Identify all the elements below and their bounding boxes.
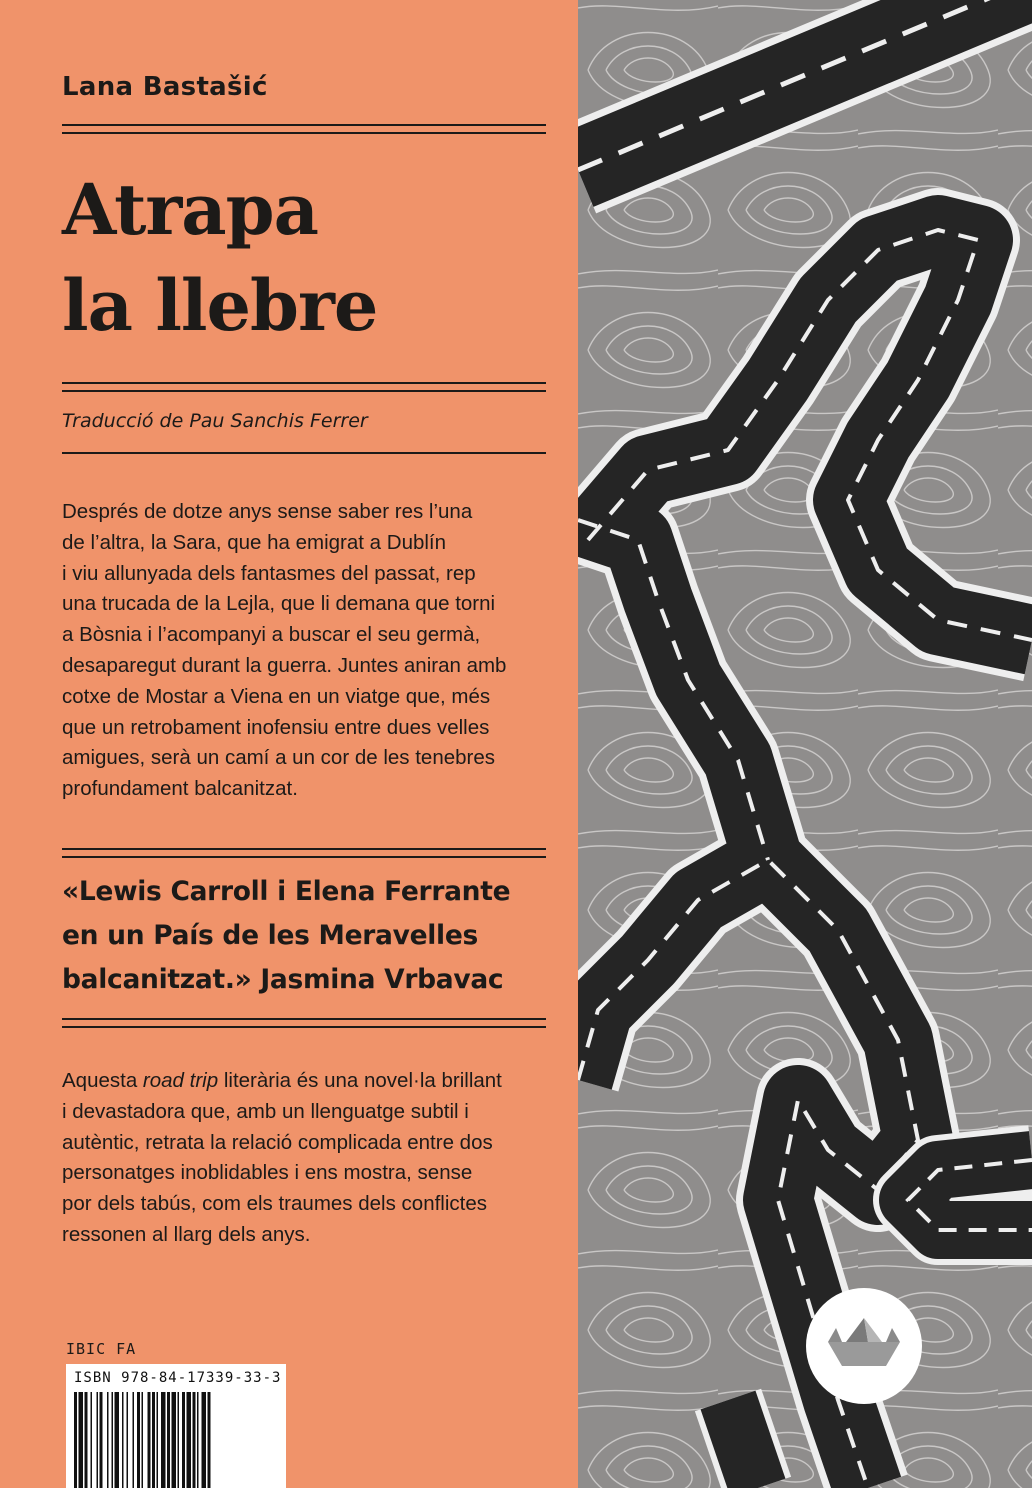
title-line-1: Atrapa: [62, 168, 318, 251]
ibic-code: IBIC FA: [66, 1340, 137, 1358]
rule: [62, 452, 546, 454]
double-rule: [62, 382, 546, 392]
synopsis-line: profundament balcanitzat.: [62, 777, 298, 801]
cover-illustration: [578, 0, 1032, 1488]
synopsis-line: amigues, serà un camí a un cor de les tenebres: [62, 746, 496, 770]
synopsis-line: desaparegut durant la guerra. Juntes aniran amb: [62, 653, 507, 677]
synopsis-line: una trucada de la Lejla, que li demana que torni: [62, 592, 496, 616]
synopsis-line: i viu allunyada dels fantasmes del passat, rep: [62, 561, 476, 585]
synopsis-line: a Bòsnia i l’acompanyi a buscar el seu germà,: [62, 623, 481, 647]
synopsis-line: cotxe de Mostar a Viena en un viatge que, més: [62, 684, 491, 708]
quote-line: «Lewis Carroll i Elena Ferrante: [62, 876, 511, 907]
synopsis-line: Després de dotze anys sense saber res l’una: [62, 500, 473, 523]
blurb-line: [62, 1066, 542, 1097]
title-line-2: la llebre: [62, 264, 378, 347]
isbn-box: [66, 1364, 286, 1488]
blurb-text: literària és una novel·la brillant: [218, 1069, 502, 1092]
blurb-line: autèntic, retrata la relació complicada entre dos: [62, 1130, 493, 1154]
double-rule: [62, 848, 546, 858]
blurb-line: personatges inoblidables i ens mostra, sense: [62, 1161, 473, 1185]
isbn-number: ISBN 978-84-17339-33-3: [74, 1370, 282, 1386]
barcode-icon: [74, 1392, 278, 1488]
quote-line: balcanitzat.» Jasmina Vrbavac: [62, 964, 504, 995]
blurb-line: ressonen al llarg dels anys.: [62, 1222, 311, 1246]
blurb: [62, 1066, 542, 1251]
synopsis: [62, 497, 542, 805]
blurb-line: por dels tabús, com els traumes dels conflictes: [62, 1192, 487, 1216]
blurb-text: Aquesta: [62, 1069, 143, 1092]
author-name: Lana Bastašić: [62, 72, 268, 102]
blurb-italic: road trip: [142, 1069, 219, 1092]
translator-credit: Traducció de Pau Sanchis Ferrer: [62, 410, 368, 432]
blurb-line: i devastadora que, amb un llenguatge subtil i: [62, 1099, 469, 1123]
press-quote: [62, 870, 552, 1002]
quote-line: en un País de les Meravelles: [62, 920, 478, 951]
double-rule: [62, 1018, 546, 1028]
road-hare-illustration: [578, 0, 1032, 1488]
synopsis-line: que un retrobament inofensiu entre dues velles: [62, 715, 490, 739]
synopsis-line: de l’altra, la Sara, que ha emigrat a Dublín: [62, 530, 447, 554]
paper-boat-logo-icon: [806, 1288, 922, 1404]
book-title: [62, 162, 377, 354]
double-rule: [62, 124, 546, 134]
